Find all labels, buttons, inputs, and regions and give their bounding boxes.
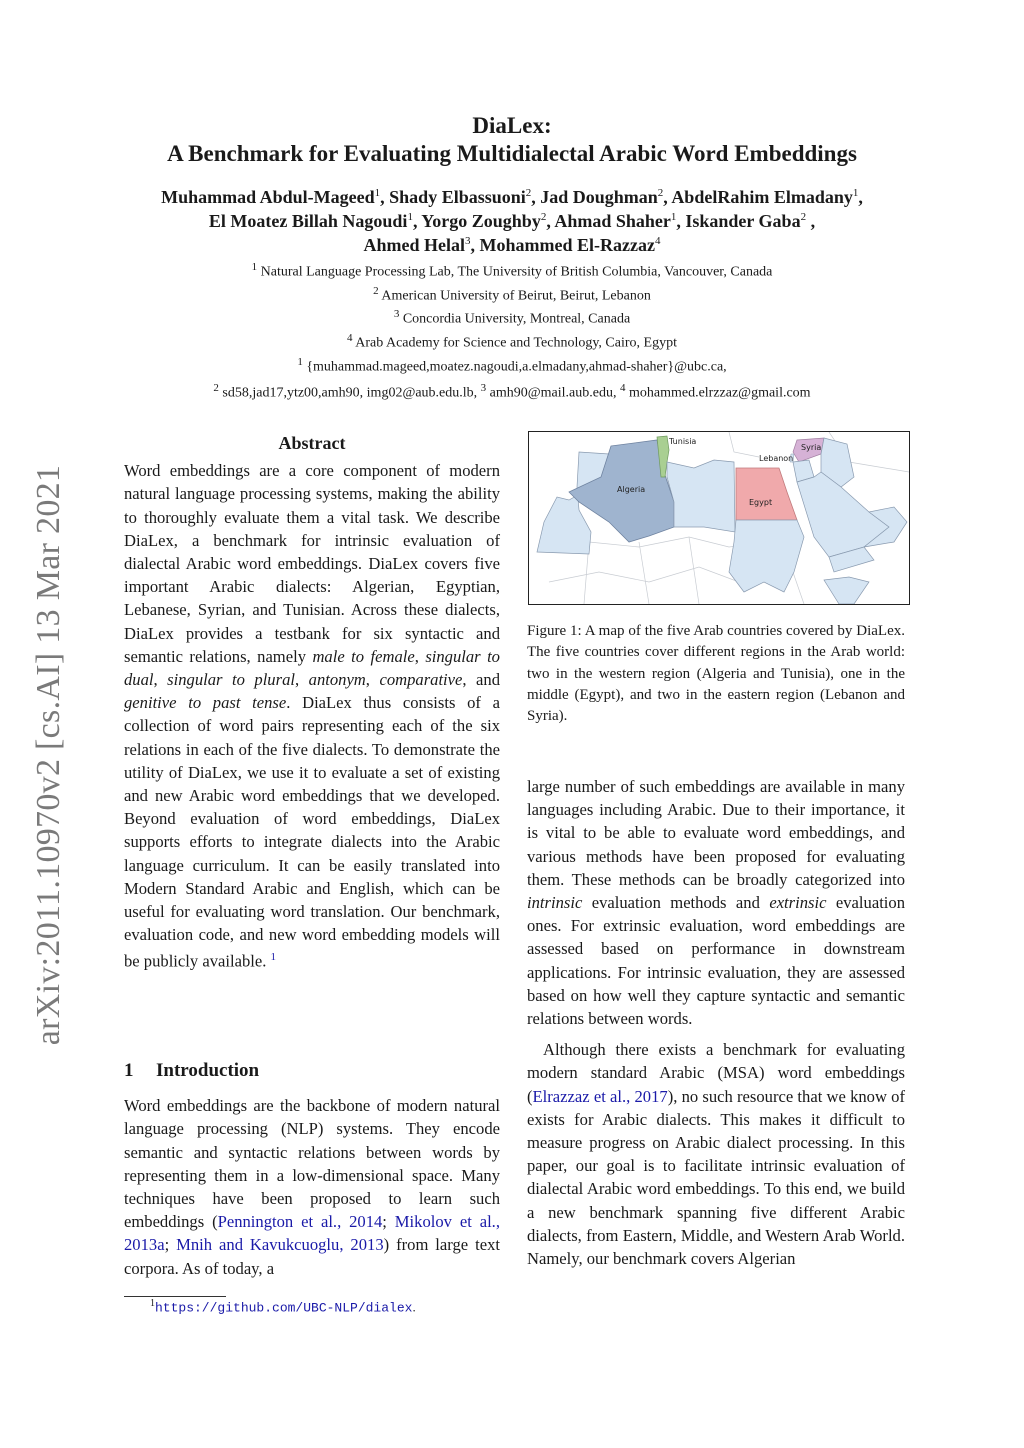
affil-text: Natural Language Processing Lab, The University of British Columbia, Vancouver, Canada [260,264,773,280]
author: Jad Doughman [540,187,658,207]
body-text: Although there exists a benchmark for evaluating modern standard Arabic (MSA) word embeddings ( [527,1040,905,1106]
citation-link[interactable]: Mnih and Kavukcuoglu, 2013 [176,1235,384,1255]
map-label-lebanon: Lebanon [759,454,794,463]
footnote [124,1298,500,1315]
section-number: 1 [124,1060,134,1081]
email-text: {muhammad.mageed,moatez.nagoudi,a.elmadany,ahmad-shaher}@ubc.ca, [306,359,727,375]
authors-line3: Ahmed Helal$^3$, Mohammed El-Razzaz$^4$ [363,235,661,255]
author: Ahmed Helal [363,235,466,255]
separator: , [365,670,380,690]
abstract-text: Word embeddings are a core component of modern natural language processing systems, making the ability to thoroughly evaluate them a vital task. We describe DiaLex, a benchmark for intrinsic evaluation of dialectal Arabic word embeddings. DiaLex covers five important Arabic dialects: Algerian, Egyptian, Lebanese, Syrian, and Tunisian. Across these dialects, DiaLex provides a testbank for six syntactic and semantic relations, namely [124,461,500,666]
author-affil-sup: 1 [852,187,859,199]
author-affil-sup: 4 [654,235,661,247]
section-title: Introduction [156,1060,260,1081]
footnote-url-link[interactable]: https://github.com/UBC-NLP/dialex [155,1300,413,1316]
body-text: ), no such resource that we know of exists for Arabic dialects. This makes it difficult to measure progress on Arabic dialect processing. In this paper, our goal is to facilitate intrinsic evaluation of dialectal Arabic word embeddings. To this end, we build a new benchmark spanning five different Arabic dialects, from Eastern, Middle, and Western Arab World. Namely, our benchmark covers Algerian [527,1086,905,1269]
relation-term: antonym [308,670,366,690]
affil-text: Concordia University, Montreal, Canada [402,311,631,327]
footnote-rule [124,1296,226,1297]
author: Yorgo Zoughby [421,211,541,231]
authors-line1: Muhammad Abdul-Mageed$^1$, Shady Elbassuoni$^2$, Jad Doughman$^2$, AbdelRahim Elmadany$^1$, [161,187,863,207]
figure1-map [528,431,910,605]
figure1-caption: Figure 1: A map of the five Arab countries covered by DiaLex. The five countries cover different regions in the Arab world: two in the western region (Algeria and Tunisia), one in the middle (Egypt), and two in the eastern region (Lebanon and Syria). [527,623,905,725]
arxiv-stamp [14,455,84,1055]
author-affil-sup: 2 [540,211,547,223]
abstract-section [124,432,500,973]
affil-sup: 2 [373,285,379,297]
affil-sup: 4 [347,332,353,344]
map-label-tunisia: Tunisia [669,437,697,446]
abstract-text: . DiaLex thus consists of a collection of word pairs representing each of the six relations in each of the five dialects. To demonstrate the utility of DiaLex, we use it to evaluate a set of existing and new Arabic word embeddings that we developed. Beyond evaluation of word embeddings, DiaLex supports efforts to integrate dialects into the Arabic language curriculum. It can be easily translated into Modern Standard Arabic and English, which can be useful for evaluating word translation. Our benchmark, evaluation code, and new word embedding models will be publicly available. [124,693,500,971]
affil-text: American University of Beirut, Beirut, Lebanon [381,288,651,304]
separator: , and [462,670,501,690]
intro-paragraph-1-cont [527,775,905,1030]
emails-line2 [0,377,1024,405]
footnote-trail: . [412,1299,416,1315]
abstract-body [124,459,500,973]
separator: , [414,646,426,666]
author-affil-sup: 1 [374,187,381,199]
body-text: evaluation methods and [582,893,770,913]
citation-link[interactable]: Pennington et al., 2014 [217,1212,383,1232]
paper-title-line2: A Benchmark for Evaluating Multidialectal Arabic Word Embeddings [167,141,857,166]
author-affil-sup: 1 [407,211,413,223]
map-label-syria: Syria [801,443,822,452]
separator: , [153,670,168,690]
affil-sup: 1 [251,261,258,273]
intro-section [124,1059,500,1280]
body-text: evaluation ones. For extrinsic evaluation, word embeddings are assessed based on performance in downstream applications. For intrinsic evaluation, they are assessed based on how well they capture syntactic and semantic relations between words. [527,893,906,1029]
affil-sup: 4 [619,382,626,394]
author: El Moatez Billah Nagoudi [208,211,408,231]
affil-sup: 3 [393,308,400,320]
author-affil-sup: 2 [525,187,532,199]
relation-term: singular to plural [167,670,295,690]
body-text: Word embeddings are the backbone of modern natural language processing (NLP) systems. They encode semantic and syntactic relations between words by representing them in a low-dimensional space. Many techniques have been proposed to learn such embeddings ( [124,1096,500,1232]
section-heading [124,1059,500,1082]
arab-world-map-icon [529,432,909,604]
affil-text: Arab Academy for Science and Technology, Cairo, Egypt [355,335,677,351]
separator: ; [382,1212,395,1232]
authors-line2: El Moatez Billah Nagoudi$^1$, Yorgo Zoughby$^2$, Ahmad Shaher$^1$, Iskander Gaba$^2$ , [208,211,816,231]
map-label-egypt: Egypt [749,498,773,507]
citation-link[interactable]: Mikolov et al., 2013a [124,1212,500,1255]
intro-paragraph-2 [527,1038,905,1270]
author: Ahmad Shaher [554,211,671,231]
email-text: mohammed.elrzzaz@gmail.com [628,385,811,401]
affil-sup: 2 [213,382,219,394]
separator: ; [164,1235,177,1255]
email-text: amh90@mail.aub.edu, [489,385,617,401]
author-affil-sup: 2 [657,187,664,199]
paper-title-line1: DiaLex: [472,113,552,138]
citation-link[interactable]: Elrazzaz et al., 2017 [532,1086,668,1106]
author: Muhammad Abdul-Mageed [161,187,375,207]
footnote-mark: 1 [150,1298,155,1309]
relation-term: genitive to past tense [124,693,287,713]
intro-continuation [527,775,905,1270]
affil-sup: 3 [480,382,487,394]
intro-paragraph-1 [124,1094,500,1280]
emphasis-term: intrinsic [527,893,583,913]
email-text: sd58,jad17,ytz00,amh90, img02@aub.edu.lb, [222,385,478,401]
map-label-algeria: Algeria [617,485,646,494]
author: AbdelRahim Elmadany [671,187,853,207]
emails-line1 [0,351,1024,379]
affil-sup: 1 [297,356,303,368]
emphasis-term: extrinsic [769,893,827,913]
author-affil-sup: 2 [800,211,807,223]
relation-term: comparative [379,670,463,690]
relation-term: singular to dual [124,646,500,690]
relation-term: male to female [312,646,415,666]
abstract-heading: Abstract [278,433,346,453]
arxiv-id: arXiv:2011.10970v2 [cs.AI] 13 Mar 2021 [30,464,67,1046]
author: Iskander Gaba [685,211,801,231]
author: Mohammed El-Razzaz [479,235,655,255]
footnote-link[interactable]: 1 [270,951,277,964]
author-affil-sup: 3 [465,235,471,247]
author: Shady Elbassuoni [389,187,526,207]
author-affil-sup: 1 [670,211,677,223]
body-text: ) from large text corpora. As of today, a [124,1235,500,1278]
separator: , [294,670,309,690]
body-text: large number of such embeddings are available in many languages including Arabic. Due to their importance, it is vital to be able to evaluate word embeddings, and various methods have been proposed for evaluating them. These methods can be broadly categorized into [527,777,905,889]
